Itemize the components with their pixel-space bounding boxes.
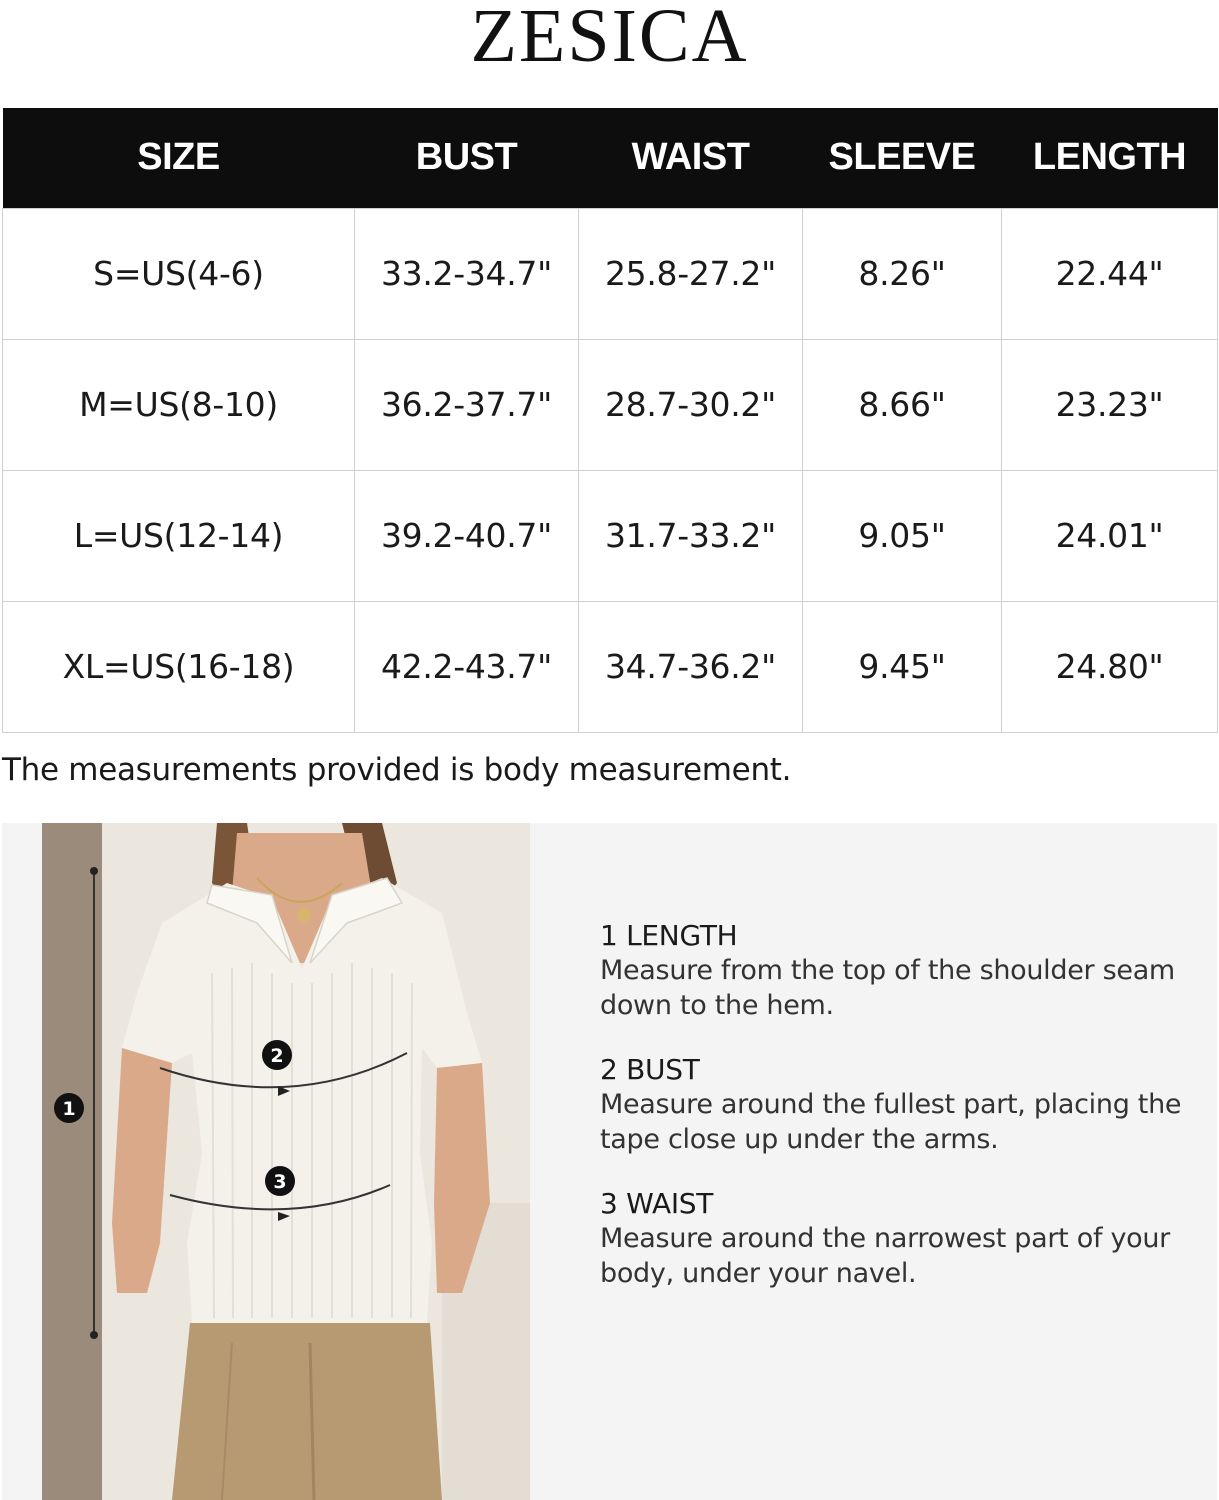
cell-bust: 39.2-40.7" <box>355 470 579 601</box>
instruction-waist <box>600 1187 1200 1291</box>
cell-size: XL=US(16-18) <box>3 601 355 732</box>
instruction-title: 2 BUST <box>600 1053 700 1086</box>
cell-length: 24.80" <box>1002 601 1218 732</box>
model-photo <box>42 823 530 1500</box>
table-header-row <box>3 108 1218 208</box>
table-row <box>3 470 1218 601</box>
brand-logo: ZESICA <box>470 0 749 78</box>
measurement-instructions <box>600 919 1200 1321</box>
instruction-bust <box>600 1053 1200 1157</box>
cell-bust: 33.2-34.7" <box>355 208 579 339</box>
instruction-title: 1 LENGTH <box>600 919 738 952</box>
marker-waist-icon <box>265 1166 295 1196</box>
header-bust: BUST <box>355 108 579 208</box>
marker-label-1: 1 <box>62 1098 76 1120</box>
header-sleeve: SLEEVE <box>803 108 1002 208</box>
instruction-text: Measure around the fullest part, placing the tape close up under the arms. <box>600 1089 1182 1155</box>
instruction-text: Measure from the top of the shoulder seam down to the hem. <box>600 955 1175 1021</box>
marker-length-icon <box>54 1093 84 1123</box>
instruction-length <box>600 919 1200 1023</box>
cell-size: M=US(8-10) <box>3 339 355 470</box>
header-length: LENGTH <box>1002 108 1218 208</box>
cell-waist: 34.7-36.2" <box>579 601 803 732</box>
cell-bust: 36.2-37.7" <box>355 339 579 470</box>
instruction-title: 3 WAIST <box>600 1187 714 1220</box>
cell-length: 22.44" <box>1002 208 1218 339</box>
table-row <box>3 208 1218 339</box>
table-row <box>3 601 1218 732</box>
cell-waist: 25.8-27.2" <box>579 208 803 339</box>
cell-size: L=US(12-14) <box>3 470 355 601</box>
cell-waist: 31.7-33.2" <box>579 470 803 601</box>
cell-length: 23.23" <box>1002 339 1218 470</box>
model-illustration <box>42 823 530 1500</box>
header-size: SIZE <box>3 108 355 208</box>
marker-label-2: 2 <box>270 1045 284 1067</box>
header-waist: WAIST <box>579 108 803 208</box>
instruction-text: Measure around the narrowest part of your body, under your navel. <box>600 1223 1170 1289</box>
cell-sleeve: 8.66" <box>803 339 1002 470</box>
marker-label-3: 3 <box>273 1171 287 1193</box>
measurement-note: The measurements provided is body measurement. <box>2 752 792 788</box>
measuring-guide <box>2 823 1217 1500</box>
marker-bust-icon <box>262 1040 292 1070</box>
size-chart-table <box>2 108 1218 733</box>
cell-sleeve: 9.05" <box>803 470 1002 601</box>
cell-sleeve: 8.26" <box>803 208 1002 339</box>
cell-size: S=US(4-6) <box>3 208 355 339</box>
table-row <box>3 339 1218 470</box>
cell-length: 24.01" <box>1002 470 1218 601</box>
cell-waist: 28.7-30.2" <box>579 339 803 470</box>
cell-sleeve: 9.45" <box>803 601 1002 732</box>
cell-bust: 42.2-43.7" <box>355 601 579 732</box>
